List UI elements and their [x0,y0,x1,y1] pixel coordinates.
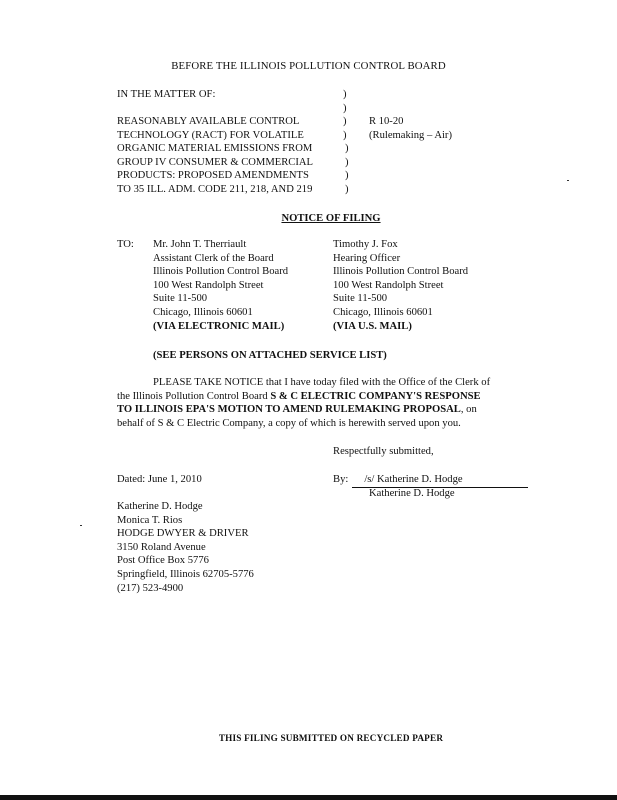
counsel-line: Springfield, Illinois 62705-5776 [117,568,254,580]
caption-paren: ) [345,156,349,168]
counsel-block [117,500,254,595]
address-line: Timothy J. Fox [333,239,398,250]
address-line: Suite 11-500 [153,293,208,305]
caption-line-2: TECHNOLOGY (RACT) FOR VOLATILE [117,129,304,141]
address-line: Mr. John T. Therriault [153,239,247,250]
signer-name: Katherine D. Hodge [369,488,455,499]
counsel-line: 3150 Roland Avenue [117,541,206,553]
date-line: Dated: June 1, 2010 [117,474,202,485]
delivery-method: (VIA U.S. MAIL) [333,320,412,332]
scan-speck [567,180,569,181]
delivery-method: (VIA ELECTRONIC MAIL) [153,320,285,332]
caption-paren: ) [345,184,349,195]
signature-field [352,473,528,488]
caption-line-4: GROUP IV CONSUMER & COMMERCIAL [117,156,314,168]
docket-number: R 10-20 [369,116,404,127]
caption-line-6: TO 35 ILL. ADM. CODE 211, 218, AND 219 [117,184,313,195]
caption-paren: ) [343,116,347,127]
caption-paren: ) [343,89,347,100]
to-label: TO: [117,239,134,250]
paragraph-line [117,403,517,417]
notice-paragraph [117,376,517,430]
recipient-hearing-officer [333,238,468,333]
paragraph-line: PLEASE TAKE NOTICE that I have today filed with the Office of the Clerk of [153,377,491,388]
paragraph-line [117,390,517,404]
counsel-line: HODGE DWYER & DRIVER [117,528,249,540]
by-label: By: [333,474,349,485]
notice-title: NOTICE OF FILING [281,213,381,224]
filing-title: S & C ELECTRIC COMPANY'S RESPONSE [270,390,481,402]
court-title: BEFORE THE ILLINOIS POLLUTION CONTROL BOARD [171,60,446,72]
caption-paren: ) [345,170,349,182]
address-line: Chicago, Illinois 60601 [333,306,433,318]
paragraph-line: behalf of S & C Electric Company, a copy of which is herewith served upon you. [117,417,461,429]
recycled-paper-note: THIS FILING SUBMITTED ON RECYCLED PAPER [218,733,444,743]
recipient-clerk [153,238,288,333]
signature-text: /s/ Katherine D. Hodge [364,474,463,485]
paragraph-text: , on [460,404,477,416]
counsel-line: Monica T. Rios [117,514,183,526]
caption-line-5: PRODUCTS: PROPOSED AMENDMENTS [117,170,309,182]
scan-speck [80,525,82,526]
matter-label: IN THE MATTER OF: [117,89,216,100]
service-list-note: (SEE PERSONS ON ATTACHED SERVICE LIST) [153,350,387,361]
address-line: Illinois Pollution Control Board [153,266,289,278]
filing-title: TO ILLINOIS EPA'S MOTION TO AMEND RULEMAKING PROPOSAL [117,404,461,416]
caption-paren: ) [343,129,347,141]
address-line: Suite 11-500 [333,293,388,305]
counsel-line: Katherine D. Hodge [117,501,203,512]
counsel-line: (217) 523-4900 [117,582,184,594]
address-line: Illinois Pollution Control Board [333,266,469,278]
signature-line [333,473,528,488]
address-line: 100 West Randolph Street [333,279,444,291]
address-line: Chicago, Illinois 60601 [153,306,253,318]
caption-paren: ) [343,102,347,114]
scan-edge-bar [0,795,617,800]
paragraph-text: the Illinois Pollution Control Board [117,390,271,402]
caption-paren: ) [345,143,349,155]
address-line: Hearing Officer [333,252,401,264]
docket-type: (Rulemaking – Air) [369,129,452,141]
caption-line-3: ORGANIC MATERIAL EMISSIONS FROM [117,143,313,155]
address-line: Assistant Clerk of the Board [153,252,274,264]
caption-line-1: REASONABLY AVAILABLE CONTROL [117,116,300,127]
closing: Respectfully submitted, [333,446,434,457]
address-line: 100 West Randolph Street [153,279,264,291]
counsel-line: Post Office Box 5776 [117,555,209,567]
